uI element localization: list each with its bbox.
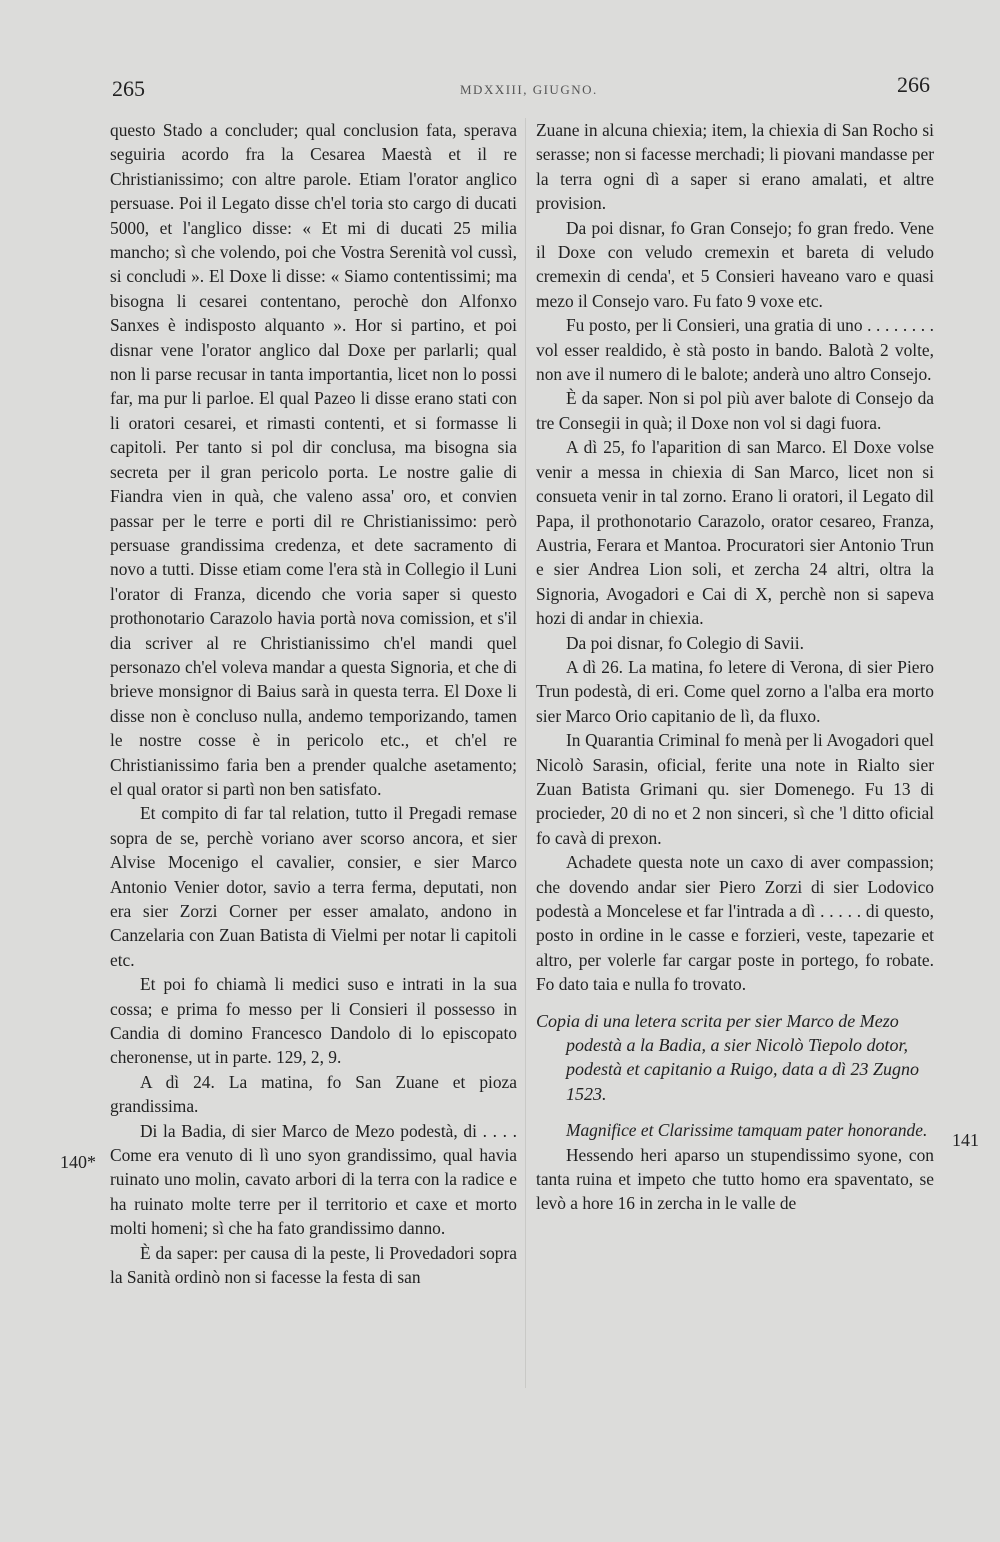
spacer xyxy=(536,997,934,1009)
paragraph: A dì 24. La matina, fo San Zuane et pioza grandissima. xyxy=(110,1071,517,1117)
paragraph: È da saper. Non si pol più aver balote di Consejo da tre Consegii in quà; il Doxe non vol si dagi fuora. xyxy=(536,388,934,433)
paragraph: In Quarantia Criminal fo menà per li Avogadori quel Nicolò Sarasin, oficial, ferite una note in Rialto sier Zuan Batista Grimani qu. sier Domenego. Fu 13 di procieder, 20 di no et 2 non sinceri, sì che 'l ditto oficial fo cavà di prexon. xyxy=(536,730,934,848)
paragraph: questo Stado a concluder; qual conclusion fata, sperava seguiria acordo fra la Cesarea Maestà et il re Christianissimo; con altre parole. Etiam l'orator anglico persuase. Poi il Legato disse ch'el toria sto cargo di ducati 5000, et l'anglico disse: « Et mi di ducati 25 milia mancho; sì che volendo, poi che Vostra Serenità vol cussì, si concludi ». El Doxe li disse: « Siamo contentissimi; ma bisogna li cesarei contentano, perochè don Alfonxo Sanxes è indisposto alquanto ». Hor si partino, et poi disnar vene l'orator anglico dal Doxe per parlarli; qual non li parse recusar in tanta importantia, licet non lo possi far, ma pur li parloe. El qual Pazeo li disse erano stati con li oratori cesarei, et rimasti contenti, et si formasse li capitoli. Per tanto si pol dir conclusa, ma bisogna sia secreta per il gran pericolo porta. Le nostre galie di Fiandra vien in quà, che valeno assa' oro, et convien passar per le terre e porti dil re Christianissimo: però persuase grandissima credenza, et dete sacramento di novo a tutti. Disse etiam come l'era stà in Collegio il Luni l'orator di Franza, dicendo che voria saper si questo prothonotario Carazolo havia portà nova comission, et s'il dia scriver al re Christianissimo ch'el mandi quel personazo ch'el voleva mandar a questa Signoria, et che di brieve monsignor di Baius sarà in questa terra. El Doxe li disse non è concluso nulla, andemo temporizando, tamen le nostre cosse è in pericolo etc., et ch'el re Christianissimo faria ben a prender qualche asetamento; el qual orator si partì non ben satisfato. xyxy=(110,120,517,799)
paragraph: Di la Badia, di sier Marco de Mezo podestà, di . . . . Come era venuto di lì uno syon grandissimo, qual havia ruinato uno molin, cavato arbori di la terra con la radice e ha ruinato molte terre per il territorio et caxe et morto molti homeni; sì che ha fato grandissimo danno. xyxy=(110,1120,517,1239)
margin-number-left: 140* xyxy=(60,1152,96,1172)
column-divider xyxy=(525,118,526,1388)
paragraph: Hessendo heri aparso un stupendissimo syone, con tanta ruina et impeto che tutto homo era spaventato, se levò a hore 16 in zercha in le valle de xyxy=(536,1144,934,1214)
paragraph: Da poi disnar, fo Gran Consejo; fo gran fredo. Vene il Doxe con veludo cremexin et bareta di veludo cremexin di cenda', et 5 Consieri haveano varo e quasi mezo il Consejo varo. Fu fato 9 voxe etc. xyxy=(536,217,934,311)
paragraph: Zuane in alcuna chiexia; item, la chiexia di San Rocho si serasse; non si facesse merchadi; li piovani mandasse per la terra ogni dì a saper si erano amalati, et altre provision. xyxy=(536,120,934,214)
left-column xyxy=(110,118,517,1290)
page-number-right: 266 xyxy=(897,72,930,97)
page-number-left: 265 xyxy=(112,76,145,101)
paragraph: Achadete questa note un caxo di aver compassion; che dovendo andar sier Piero Zorzi di sier Lodovico podestà a Moncelese et far l'intrada a dì . . . . . di questo, posto in ordine in le casse e forzieri, veste, tapezarie et altro, per volerle far cargar poste in portego, fo robate. Fo dato taia e nulla fo trovato. xyxy=(536,852,934,995)
paragraph: Et compito di far tal relation, tutto il Pregadi remase sopra de se, perchè voriano aver scorso ancora, et sier Alvise Mocenigo el cavalier, consier, e sier Marco Antonio Venier dotor, savio a terra ferma, deputati, non era sier Zorzi Corner per esser amalato, andono in Canzelaria con Zuan Batista di Vielmi per notar li capitoli etc. xyxy=(110,803,517,970)
paragraph: È da saper: per causa di la peste, li Provedadori sopra la Sanità ordinò non si facesse la festa di san xyxy=(110,1242,517,1288)
margin-number-right: 141 xyxy=(952,1130,979,1150)
running-title: MDXXIII, GIUGNO. xyxy=(460,82,598,97)
paragraph: Fu posto, per li Consieri, una gratia di uno . . . . . . . . vol esser realdido, è stà posto in bando. Balotà 2 volte, non ave il numero di le balote; anderà uno altro Consejo. xyxy=(536,315,934,385)
page-header xyxy=(0,70,1000,110)
spacer xyxy=(536,1106,934,1118)
paragraph: A dì 25, fo l'aparition di san Marco. El Doxe volse venir a messa in chiexia di San Marco, licet non si consueta venir in tal zorno. Erano li oratori, il Legato dil Papa, il prothonotario Carazolo, orator cesareo, Franza, Austria, Ferara et Mantoa. Procuratori sier Antonio Trun e sier Andrea Lion soli, et zercha 24 altri, oltra la Signoria, Avogadori e Cai di X, perchè non si sapeva hozi di andar in chiexia. xyxy=(536,437,934,629)
paragraph: A dì 26. La matina, fo letere di Verona, di sier Piero Trun podestà, di eri. Come quel zorno a l'alba era morto sier Marco Orio capitanio de lì, da fluxo. xyxy=(536,656,934,726)
paragraph: Et poi fo chiamà li medici suso e intrati in la sua cossa; e prima fo messo per li Consieri il possesso in Candia di domino Francesco Dandolo di lo episcopato cheronense, ut in parte. 129, 2, 9. xyxy=(110,974,517,1068)
letter-heading: Copia di una letera scrita per sier Marco de Mezo podestà a la Badia, a sier Nicolò Tiepolo dotor, podestà et capitanio a Ruigo, data a dì 23 Zugno 1523. xyxy=(536,1010,919,1104)
paragraph: Da poi disnar, fo Colegio di Savii. xyxy=(566,632,804,653)
letter-salutation: Magnifice et Clarissime tamquam pater honorande. xyxy=(566,1120,928,1141)
right-column xyxy=(536,118,934,1216)
